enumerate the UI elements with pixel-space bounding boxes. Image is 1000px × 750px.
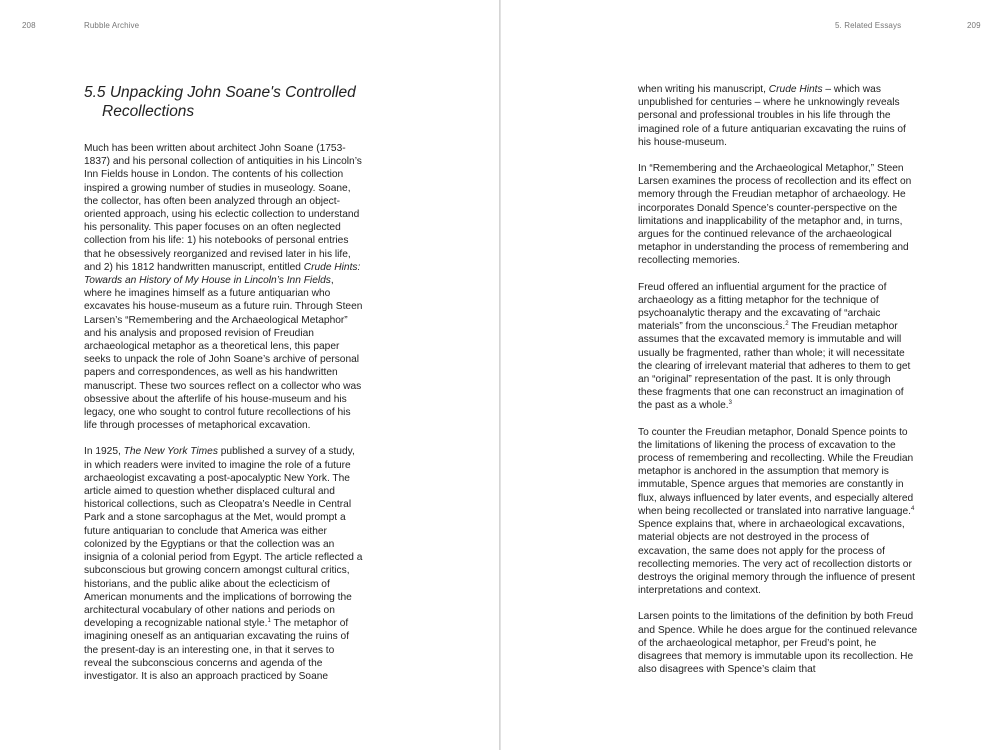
section-title [84,84,374,121]
left-text-column [84,142,364,696]
paragraph-text: – which was unpublished for centuries – where he unknowingly reveals personal and professional troubles in his life through the imagined role of a future antiquarian excavating the ruins of his house-museum. [638,84,906,148]
paragraph-text: In 1925, [84,446,124,458]
italic-title: Crude Hints [768,84,823,95]
right-page [501,0,1000,750]
paragraph [84,142,364,432]
paragraph-text: The metaphor of imagining oneself as an antiquarian excavating the ruins of the present-day is an interesting one, in that it serves to reveal the subconscious concerns and agenda of the investigator. It is also an approach practiced by Soane [84,618,350,682]
paragraph [84,445,364,683]
paragraph-text: , where he imagines himself as a future antiquarian who excavates his house-museum as a future ruin. Through Steen Larsen’s “Remembering and the Archaeological Metaphor” and his analysis and proposed revision of Freudian archaeological metaphor as a theoretical lens, this paper seeks to unpack the role of John Soane’s archive of personal papers and correspondences, as well as his handwritten manuscript. These two sources reflect on a collector who was obsessive about the afterlife of his house-museum and his legacy, one who sought to control future recollections of his life through processes of metaphorical excavation. [84,275,363,432]
footnote-marker[interactable]: 1 [267,618,271,625]
footnote-marker[interactable]: 2 [785,321,789,328]
right-text-column [638,83,918,689]
page-number-left: 208 [22,21,36,30]
section-title-line-2: Recollections [102,102,195,120]
running-head-right: 5. Related Essays [835,21,902,30]
left-page [0,0,499,750]
running-head-left: Rubble Archive [84,21,140,30]
paragraph [638,426,918,598]
footnote-marker[interactable]: 3 [728,400,732,407]
paragraph: Larsen points to the limitations of the definition by both Freud and Spence. While he does argue for the continued relevance of the archaeological metaphor, per Freud’s point, he disagrees that memory is immutable upon its recollection. He also disagrees with Spence’s claim that [638,611,918,676]
page-number-right: 209 [967,21,981,30]
paragraph [638,83,918,149]
paragraph-text: Much has been written about architect John Soane (1753-1837) and his personal collection of antiquities in his Lincoln’s Inn Fields house in London. The contents of his collection inspired a growing number of studies in museology. Soane, the collector, has often been analyzed through an object-oriented approach, using his eclectic collection to understand his personality. This paper focuses on an often neglected collection from his life: 1) his notebooks of personal entries that he obsessively reorganized and revised later in his life, and 2) his 1812 handwritten manuscript, entitled [84,143,362,273]
section-title-line-1: 5.5 Unpacking John Soane's Controlled [84,84,356,101]
paragraph-text: The Freudian metaphor assumes that the excavated memory is immutable and will usually be fragmented, rather than whole; it will necessitate the clearing of irrelevant material that adheres to them to get an “original” representation of the past. It is only through these fragments that one can reconstruct an imagination of the past as a whole. [638,321,911,412]
paragraph-text: To counter the Freudian metaphor, Donald Spence points to the limitations of likening the process of excavation to the process of remembering and recollecting. While the Freudian metaphor is anchored in the assumption that memory is immutable, Spence argues that memories are constantly in flux, always influenced by later events, and especially altered when being recollected or translated into narrative language. [638,426,914,517]
italic-title: The New York Times [123,446,218,458]
paragraph [638,281,918,413]
paragraph-text: published a survey of a study, in which readers were invited to imagine the role of a future archaeologist excavating a post-apocalyptic New York. The article aimed to question whether displaced cultural and historical collections, such as Cleopatra’s Needle in Central Park and a stone sarcophagus at the Met, would prompt a future antiquarian to conclude that America was either colonized by the Egyptians or that the collection was an insignia of a colonial period from Egypt. The article reflected a subconscious but growing concern amongst cultural critics, historians, and the public alike about the eclecticism of American monuments and the implications of borrowing the architectural vocabulary of other nations and periods on developing a recognizable national style. [84,446,363,630]
footnote-marker[interactable]: 4 [910,505,915,512]
italic-title: Crude Hints: Towards an History of My House in Lincoln’s Inn Fields [84,261,361,287]
paragraph-text: Freud offered an influential argument for the practice of archaeology as a fitting metaphor for the technique of psychoanalytic therapy and the excavating of “archaic materials” from the unconscious. [638,281,887,333]
paragraph: In “Remembering and the Archaeological Metaphor,” Steen Larsen examines the process of recollection and its effect on memory through the Freudian metaphor of archaeology. He incorporates Donald Spence’s counter-perspective on the limitations and inapplicability of the metaphor and, in turns, argues for the continued relevance of the archaeological metaphor in understanding the process of remembering and recollecting memories. [638,163,912,267]
paragraph-text: Spence explains that, where in archaeological excavations, material objects are not destroyed in the process of excavation, the same does not apply for the process of recollecting memories. The very act of recollection distorts or destroys the original memory through the influence of present interpretations and context. [638,519,915,597]
paragraph-text: when writing his manuscript, [638,84,769,95]
